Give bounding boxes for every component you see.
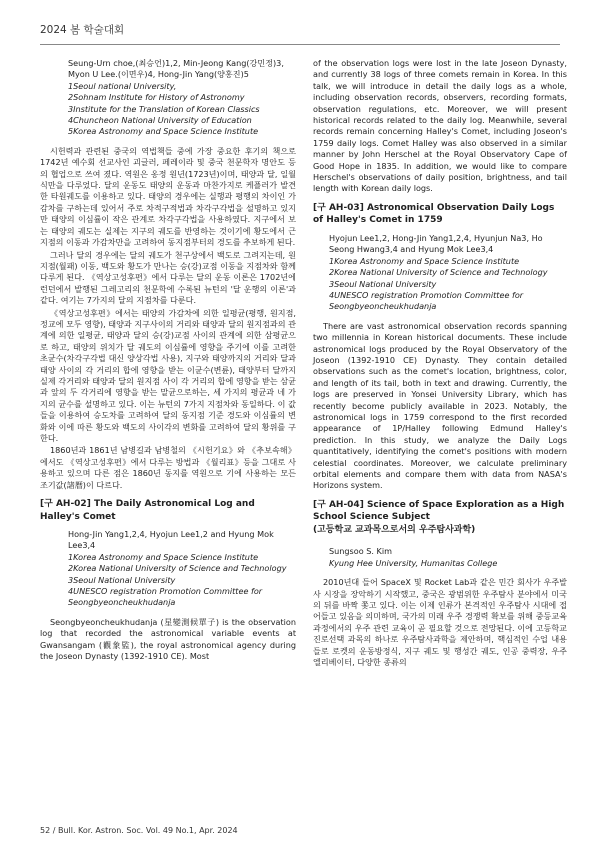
header-rule bbox=[40, 44, 560, 45]
abstract-paragraph: 《역상고성후편》에서는 태양의 가감차에 의한 일평균(평행, 원지점, 정교에 모두 영향), 태양과 지구사이의 거리와 태양과 달의 원지점과의 관계에 의한 일평균, 태양과 달의 승(강)교점 사이의 관계에 의한 삼평균으로 하고, 태양의 위치가 달 궤도의 이심률에 영향을 주기에 이를 고려한 초균수(차각구각법 대신 양상각법 사용), 지구와 태양까지의 거리와 달과 태양 사이의 각 거리의 합에 영향을 받는 이균수(변륜), 태양부터 달까지 실제 각거리와 태양과 달의 원지점 사이 각 거리의 합에 영향을 받는 삼균과 앞의 두 각거리에 영향을 받는 말균으로하는, 세 가지의 평균과 네 가지의 균수를 설명하고 있다. 이는 뉴턴의 7가지 지점차와 동일하다. 이 값들을 이용하여 승도차를 고려하여 달의 동지점 기준 경도와 이심률의 변화와 이에 따른 황도와 백도의 사이각의 변화를 고려하여 달의 황위를 구한다. bbox=[40, 307, 296, 443]
abstract-paragraph: of the observation logs were lost in the late Joseon Dynasty, and currently 38 logs of three comets remain in Korea. In this talk, we will introduce in detail the daily logs as a whole, including observation records, observers, recording formats, observation regulations, etc. Moreover, we will present historical records related to the daily log. Meanwhile, several records remain concerning Halley's Comet, including Joseon's 1759 daily logs. Comet Halley was also observed in a similar manner by John Herschel at the Royal Observatory Cape of Good Hope in 1835. In addition, we would like to compare Herschel's observations of daily position, brightness, and tail length with Korean daily logs. bbox=[313, 58, 567, 194]
affiliation: 4Chuncheon National University of Education bbox=[68, 115, 252, 126]
affiliations-ah02 bbox=[40, 552, 296, 609]
affiliation: 3Seoul National University bbox=[68, 574, 176, 585]
abstract-paragraph: 2010년대 들어 SpaceX 및 Rocket Lab과 같은 민간 회사가 우주발사 시장을 장악하기 시작했고, 중국은 광범위한 우주탐사 분야에서 미국의 뒤를 바짝 쫓고 있다. 이는 이제 인류가 본격적인 우주탐사 시대에 접어들고 있음을 의미하며, 국가의 미래 우주 경쟁력 확보를 위해 중등교육과정에서의 우주 관련 교육이 곧 필요할 것으로 전망된다. 이에 고등학교 진로선택 과목의 하나로 우주탐사과학을 제안하며, 핵심적인 수업 내용들로 로켓의 운동방정식, 지구 궤도 및 행성간 궤도, 인공 중력장, 우주 엘리베이터, 다양한 종류의 bbox=[313, 577, 567, 667]
abstract-paragraph: 1860년과 1861년 남병길과 남병철의 《시헌기요》와 《추보속해》에서도 《역상고성후편》에서 다루는 방법과 《월리표》등을 그대로 사용하고 있으며 다른 점은 1860년 동지를 역원으로 기에 사용하는 모든 조기값(諸曆)이 다르다. bbox=[40, 445, 296, 490]
affiliation: Kyung Hee University, Humanitas College bbox=[329, 557, 498, 568]
affiliation: 2Korea National University of Science and Technology bbox=[68, 563, 287, 574]
affiliations-ah03 bbox=[313, 256, 567, 313]
affiliation: 2Korea National University of Science and Technology bbox=[329, 267, 548, 278]
section-title-ah02: [구 AH-02] The Daily Astronomical Log and Halley's Comet bbox=[40, 499, 255, 522]
affiliation: 3Institute for the Translation of Korean Classics bbox=[68, 103, 260, 114]
authors-ah04: Sungsoo S. Kim bbox=[329, 546, 392, 557]
affiliation: 1Korea Astronomy and Space Science Institute bbox=[329, 255, 520, 266]
authors-ah01: Seung-Urn choe,(최승언)1,2, Min-Jeong Kang(강민정)3, Myon U Lee.(이면우)4, Hong-Jin Yang(양홍진)5 bbox=[68, 58, 284, 80]
affiliation: 1Seoul national University, bbox=[68, 80, 177, 91]
abstract-paragraph: There are vast astronomical observation records spanning two millennia in Korean historical documents. These include astronomical logs produced by the Royal Observatory of the Joseon (1392-1910 CE) Dynasty. They contain detailed observations such as the comet's location, brightness, color, and length of its tail, both in text and drawing. Currently, the logs are preserved in Yonsei University Library, which has recently become publicly available in 2023. Notably, the astronomical logs in 1759 correspond to the first recorded appearance of 1P/Halley following Edmund Halley's prediction. In this study, we analyze the Daily Logs quantitatively, identifying the comet's positions with modern celestial coordinates. Moreover, we calculate preliminary orbital elements and compare them with data from NASA's Horizons system. bbox=[313, 320, 567, 491]
affiliation: 2Sohnam Institute for History of Astronomy bbox=[68, 92, 245, 103]
authors-ah02: Hong-Jin Yang1,2,4, Hyojun Lee1,2 and Hyung Mok Lee3,4 bbox=[68, 529, 274, 551]
abstract-paragraph: Seongbyeoncheukhudanja (星變測候單子) is the observation log that recorded the astronomical variable events at Gwansangam (觀象監), the royal astronomical agency during the Joseon Dynasty (1392-1910 CE). Most bbox=[40, 616, 296, 662]
abstract-paragraph: 시헌력과 관련된 중국의 역법책들 중에 가장 중요한 후기의 책으로 1742년 예수회 선교사인 괴글러, 페레이라 및 중국 천문학자 명안도 등의 협업으로 쓰여 졌다. 역원은 옹정 원년(1723년)이며, 태양과 달, 일월식만을 다루었다. 달의 운동도 태양의 운동과 마찬가지로 케플러가 발견한 타원궤도를 이용하고 있다. 태양의 경우에는 실행과 평행의 차이인 가감차를 구하는데 있어서 주로 차적구적법과 차각구각법을 설명하고 있지만 태양의 이심률이 작은 관계로 차각구각법을 사용하였다. 지구에서 보는 태양의 궤도는 실제는 지구의 궤도를 반영하는 것이기에 황도에서 근지점의 이동과 가감차만을 고려하여 동지점부터의 경도를 추보하게 된다. bbox=[40, 145, 296, 248]
section-title-ah04 bbox=[313, 499, 567, 537]
section-subtitle: (고등학교 교과목으로서의 우주탐사과학) bbox=[313, 524, 476, 535]
affiliations-ah01 bbox=[40, 81, 296, 138]
section-title-ah03: [구 AH-03] Astronomical Observation Daily Logs of Halley's Comet in 1759 bbox=[313, 202, 555, 226]
running-header: 2024 봄 학술대회 bbox=[40, 24, 125, 36]
right-column bbox=[313, 58, 567, 669]
left-column bbox=[40, 58, 296, 664]
affiliation: 4UNESCO registration Promotion Committee for Seongbyeoncheukhudanja bbox=[329, 289, 524, 312]
authors-ah03: Hyojun Lee1,2, Hong-Jin Yang1,2,4, Hyunjun Na3, Ho Seong Hwang3,4 and Hyung Mok Lee3,4 bbox=[329, 232, 543, 255]
affiliation: 4UNESCO registration Promotion Committee for Seongbyeoncheukhudanja bbox=[68, 586, 263, 608]
abstract-paragraph: 그러나 달의 경우에는 달의 궤도가 천구상에서 백도로 그려지는데, 원지점(월패) 이동, 백도와 황도가 만나는 승(강)교점 이동을 지점차와 함께 다루게 된다. 《역상고성후편》에서 다루는 달의 운동 이론은 1702년에 런던에서 발행된 그레고리의 천문학에 수록된 뉴턴의 '달 운행의 이론'과 같다. 여기는 7가지의 달의 지점차를 다룬다. bbox=[40, 249, 296, 306]
affiliation: 3Seoul National University bbox=[329, 278, 437, 289]
page-footer: 52 / Bull. Kor. Astron. Soc. Vol. 49 No.1, Apr. 2024 bbox=[40, 826, 238, 835]
section-title-text: [구 AH-04] Science of Space Exploration as a High School Science Subject bbox=[313, 499, 565, 523]
affiliation: 1Korea Astronomy and Space Science Institute bbox=[68, 551, 259, 562]
affiliation: 5Korea Astronomy and Space Science Institute bbox=[68, 126, 259, 137]
